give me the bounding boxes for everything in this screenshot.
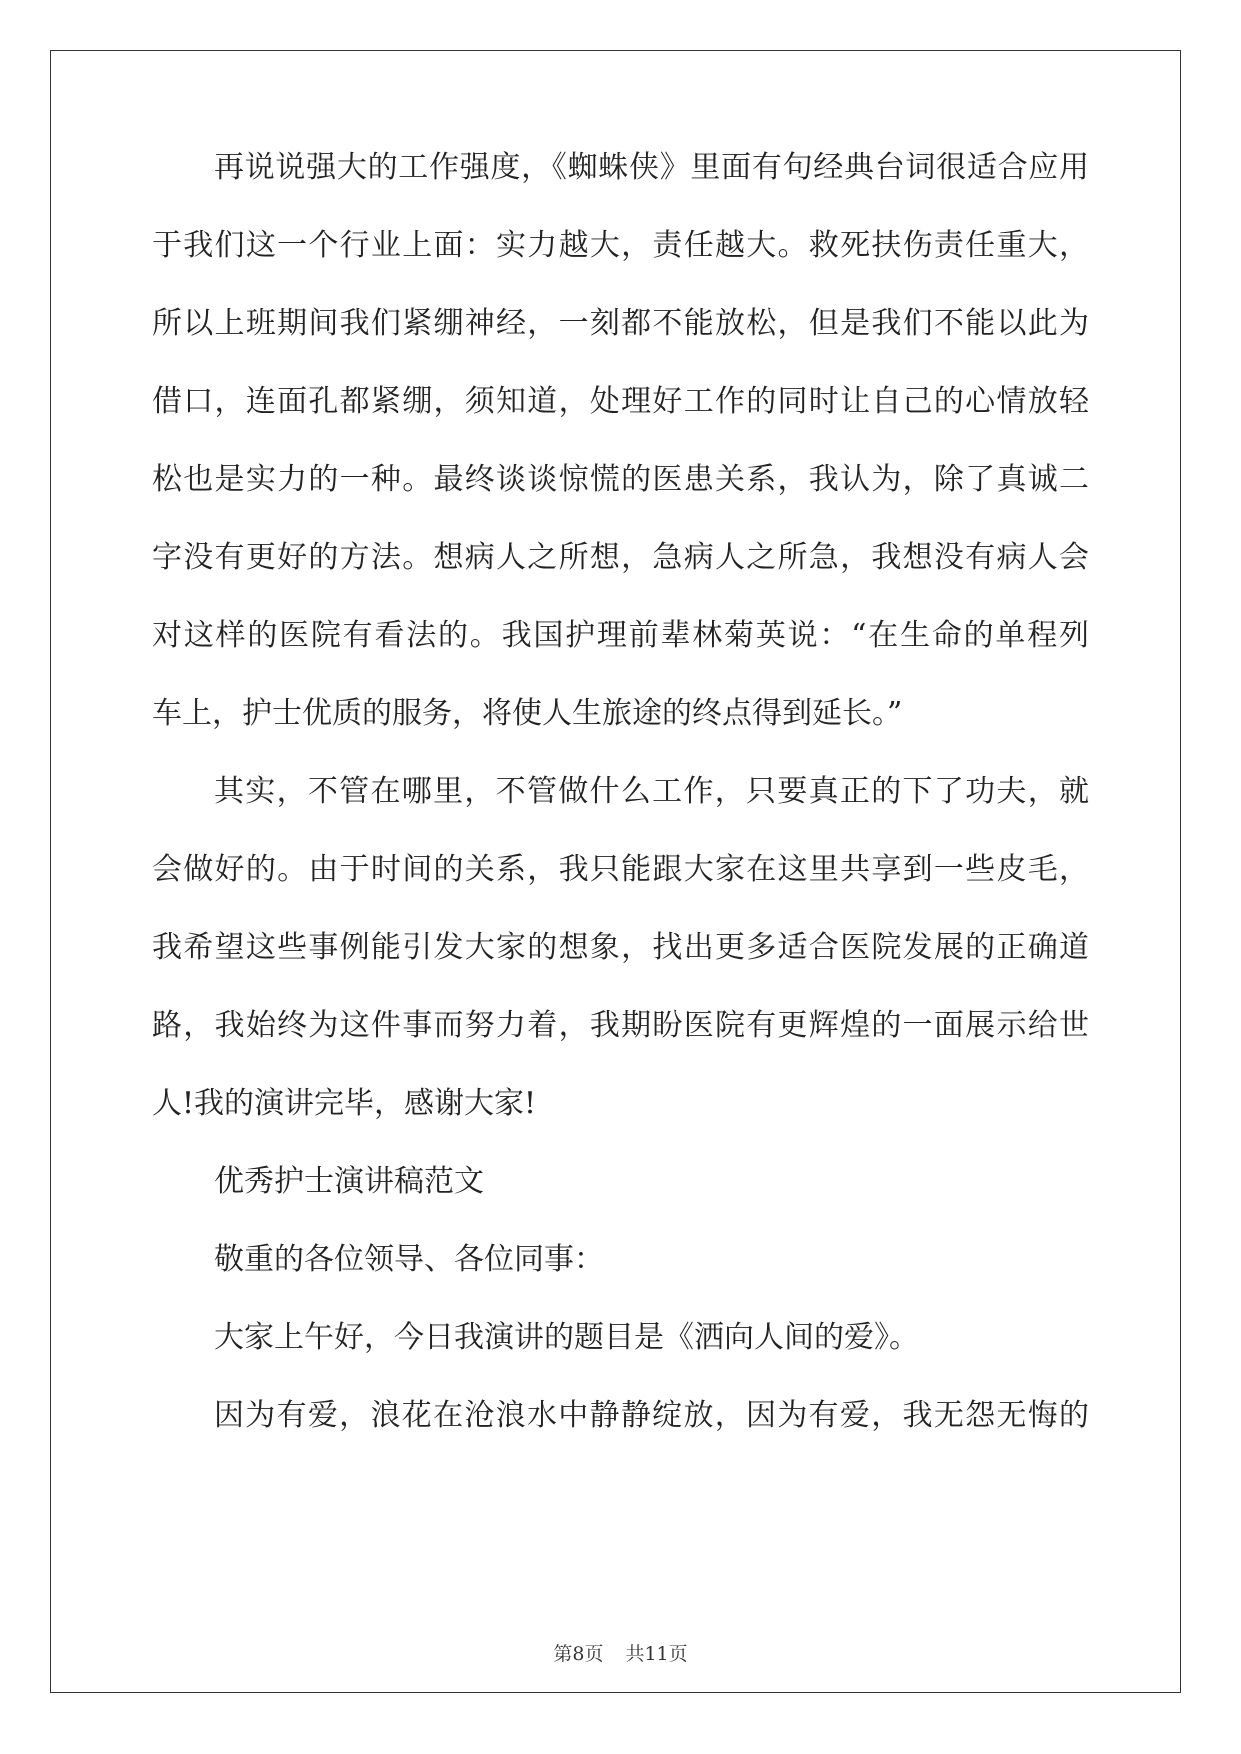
text-line: 人!我的演讲完毕，感谢大家! bbox=[152, 1086, 537, 1121]
text-line: 所以上班期间我们紧绷神经，一刻都不能放松，但是我们不能以此为 bbox=[152, 306, 1089, 341]
salutation: 敬重的各位领导、各位同事： bbox=[214, 1242, 604, 1277]
text-line: 车上，护士优质的服务，将使人生旅途的终点得到延长。” bbox=[152, 696, 903, 731]
text-line: 松也是实力的一种。最终谈谈惊慌的医患关系，我认为，除了真诚二 bbox=[152, 462, 1089, 497]
text-line: 借口，连面孔都紧绷，须知道，处理好工作的同时让自己的心情放轻 bbox=[152, 384, 1089, 419]
text-line: 再说说强大的工作强度，《蜘蛛侠》里面有句经典台词很适合应用 bbox=[214, 150, 1089, 185]
text-line: 我希望这些事例能引发大家的想象，找出更多适合医院发展的正确道 bbox=[152, 930, 1089, 965]
text-line: 会做好的。由于时间的关系，我只能跟大家在这里共享到一些皮毛， bbox=[152, 852, 1089, 887]
text-line: 字没有更好的方法。想病人之所想，急病人之所急，我想没有病人会 bbox=[152, 540, 1089, 575]
text-line: 路，我始终为这件事而努力着，我期盼医院有更辉煌的一面展示给世 bbox=[152, 1008, 1089, 1043]
page-number-total: 共11页 bbox=[625, 1643, 688, 1665]
text-line: 对这样的医院有看法的。我国护理前辈林菊英说：“在生命的单程列 bbox=[152, 618, 1089, 653]
page-number-current: 第8页 bbox=[553, 1643, 604, 1665]
text-line: 因为有爱，浪花在沧浪水中静静绽放，因为有爱，我无怨无悔的 bbox=[214, 1398, 1089, 1433]
page-footer bbox=[0, 1642, 1241, 1666]
section-title: 优秀护士演讲稿范文 bbox=[214, 1164, 484, 1199]
text-line: 于我们这一个行业上面：实力越大，责任越大。救死扶伤责任重大， bbox=[152, 228, 1089, 263]
text-line: 其实，不管在哪里，不管做什么工作，只要真正的下了功夫，就 bbox=[214, 774, 1089, 809]
text-line: 大家上午好，今日我演讲的题目是《洒向人间的爱》。 bbox=[214, 1320, 919, 1355]
